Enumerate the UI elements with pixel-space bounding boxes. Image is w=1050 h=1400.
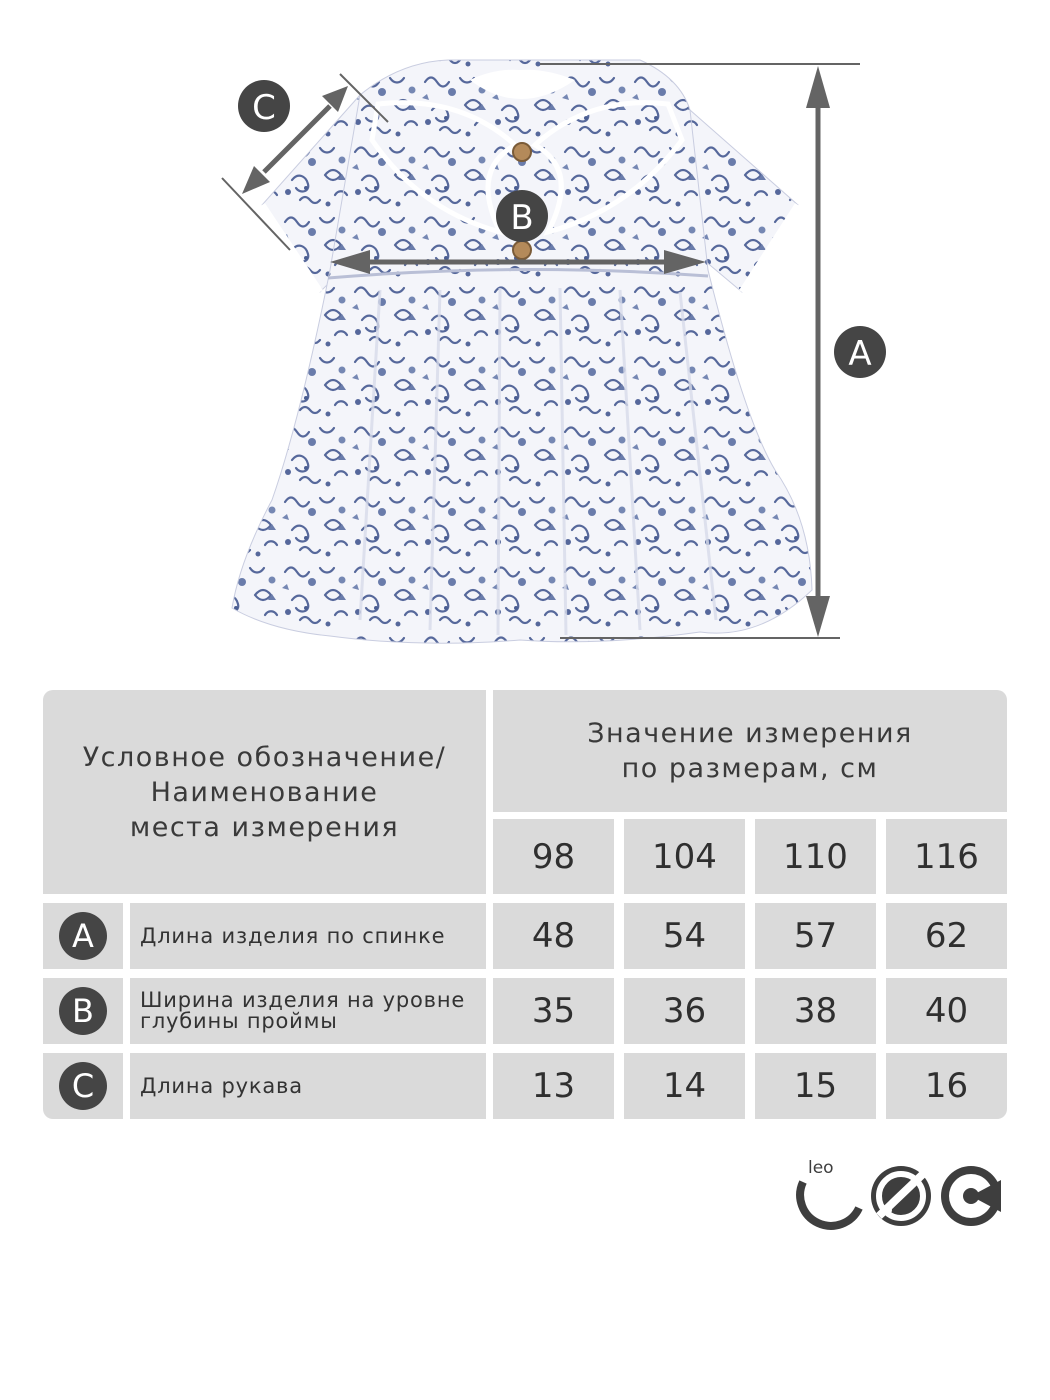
row-b-badge-cell xyxy=(43,978,123,1044)
value-text: 35 xyxy=(531,991,576,1031)
value-text: 38 xyxy=(793,991,838,1031)
row-c-value xyxy=(755,1053,876,1119)
header-symbol-name: Условное обозначение/ Наименование места измерения xyxy=(82,741,447,843)
size-label: 116 xyxy=(914,836,979,877)
badge-a-icon xyxy=(59,912,107,960)
row-c-value xyxy=(493,1053,614,1119)
size-label: 110 xyxy=(783,836,848,877)
badge-letter: B xyxy=(72,992,94,1030)
value-text: 16 xyxy=(924,1066,969,1106)
row-b-name: Ширина изделия на уровне глубины проймы xyxy=(140,988,466,1033)
header-symbol-name-cell xyxy=(43,690,486,894)
badge-letter: A xyxy=(72,917,94,955)
value-text: 54 xyxy=(662,916,707,956)
row-a-name-cell xyxy=(130,903,486,969)
row-b-name-cell xyxy=(130,978,486,1044)
row-c-value xyxy=(886,1053,1007,1119)
header-value-title-cell xyxy=(493,690,1007,812)
value-text: 48 xyxy=(531,916,576,956)
size-header-116 xyxy=(886,819,1007,894)
value-text: 36 xyxy=(662,991,707,1031)
badge-letter: C xyxy=(71,1067,95,1105)
button-bottom xyxy=(513,241,531,259)
row-a-name: Длина изделия по спинке xyxy=(140,923,446,948)
value-text: 62 xyxy=(924,916,969,956)
row-c-name: Длина рукава xyxy=(140,1073,303,1098)
row-a-value xyxy=(755,903,876,969)
row-b-value xyxy=(493,978,614,1044)
row-c-name-cell xyxy=(130,1053,486,1119)
size-label: 104 xyxy=(652,836,717,877)
row-a-value xyxy=(493,903,614,969)
row-a-badge-cell xyxy=(43,903,123,969)
row-a-value xyxy=(624,903,745,969)
row-b-value xyxy=(755,978,876,1044)
row-a-value xyxy=(886,903,1007,969)
row-b-value xyxy=(886,978,1007,1044)
value-text: 40 xyxy=(924,991,969,1031)
row-c-value xyxy=(624,1053,745,1119)
logo-open-circle-icon xyxy=(800,1182,859,1226)
size-label: 98 xyxy=(531,836,576,877)
measurement-c-label: C xyxy=(252,88,276,128)
value-text: 13 xyxy=(531,1066,576,1106)
brand-logo xyxy=(795,1158,1010,1234)
header-value-title: Значение измерения по размерам, см xyxy=(587,718,913,784)
size-header-104 xyxy=(624,819,745,894)
size-header-98 xyxy=(493,819,614,894)
row-c-badge-cell xyxy=(43,1053,123,1119)
value-text: 57 xyxy=(793,916,838,956)
value-text: 14 xyxy=(662,1066,707,1106)
brand-small-text: leo xyxy=(808,1158,834,1178)
badge-b-icon xyxy=(59,987,107,1035)
badge-c-icon xyxy=(59,1062,107,1110)
measurement-a-arrow-head-top xyxy=(806,66,830,108)
button-top xyxy=(513,143,531,161)
garment-measurement-diagram xyxy=(0,0,1050,680)
dress-illustration xyxy=(232,60,812,643)
measurement-a-label: A xyxy=(848,334,872,374)
value-text: 15 xyxy=(793,1066,838,1106)
size-header-110 xyxy=(755,819,876,894)
row-b-value xyxy=(624,978,745,1044)
measurement-b-label: B xyxy=(510,198,534,238)
measurement-a-arrow-head-bottom xyxy=(806,596,830,637)
